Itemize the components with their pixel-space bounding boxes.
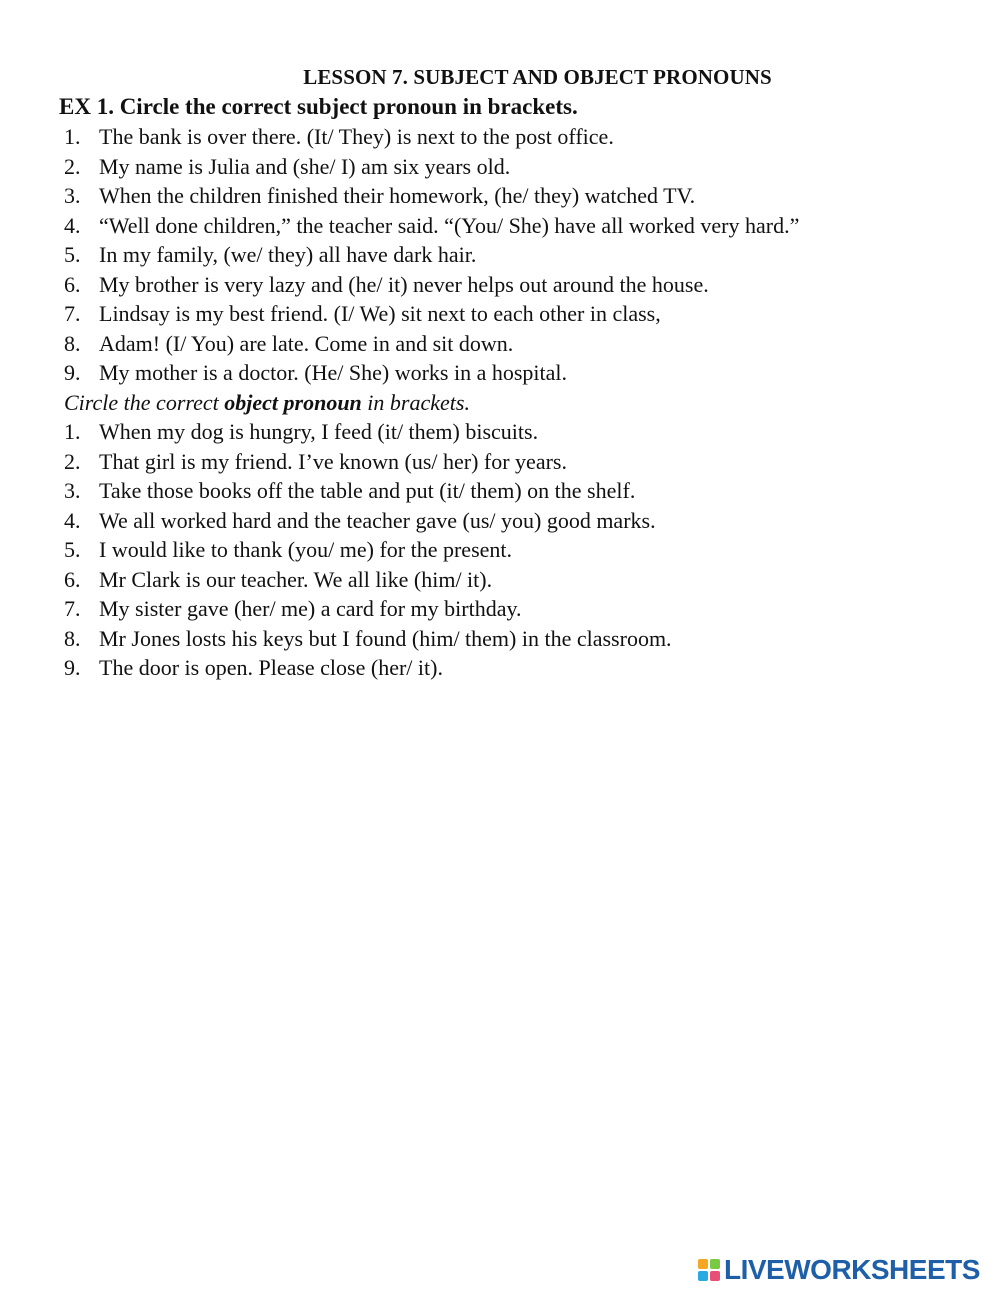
- item-number: 2.: [64, 153, 81, 179]
- item-text: We all worked hard and the teacher gave (us/ you) good marks.: [99, 507, 656, 533]
- object-pronoun-instruction: [64, 388, 470, 418]
- item-text: Lindsay is my best friend. (I/ We) sit next to each other in class,: [99, 301, 661, 326]
- item-number: 6.: [64, 566, 81, 592]
- item-number: 8.: [64, 625, 81, 651]
- logo-square-icon: [698, 1259, 708, 1269]
- instruction-prefix: Circle the correct: [64, 390, 225, 415]
- item-text: I would like to thank (you/ me) for the present.: [99, 537, 513, 562]
- item-text: Adam! (I/ You) are late. Come in and sit down.: [99, 330, 514, 356]
- liveworksheets-logo[interactable]: [698, 1255, 980, 1285]
- item-text: Mr Jones losts his keys but I found (him/ them) in the classroom.: [99, 625, 672, 651]
- item-text: My sister gave (her/ me) a card for my birthday.: [99, 596, 522, 621]
- item-number: 2.: [64, 448, 81, 474]
- item-text: My mother is a doctor. (He/ She) works in a hospital.: [99, 360, 568, 385]
- item-number: 9.: [64, 655, 81, 680]
- item-number: 4.: [64, 507, 81, 533]
- item-number: 5.: [64, 537, 81, 562]
- item-number: 1.: [64, 419, 81, 444]
- item-number: 9.: [64, 360, 81, 385]
- page-title: LESSON 7. SUBJECT AND OBJECT PRONOUNS: [303, 65, 772, 89]
- item-number: 7.: [64, 596, 81, 621]
- item-number: 1.: [64, 124, 81, 149]
- item-text: In my family, (we/ they) all have dark hair.: [99, 242, 477, 267]
- item-number: 3.: [64, 183, 81, 208]
- item-number: 8.: [64, 330, 81, 356]
- item-number: 5.: [64, 242, 81, 267]
- item-number: 7.: [64, 301, 81, 326]
- item-number: 6.: [64, 271, 81, 297]
- item-number: 4.: [64, 212, 81, 238]
- instruction-bold: object pronoun: [224, 390, 362, 415]
- item-text: The bank is over there. (It/ They) is next to the post office.: [99, 124, 614, 149]
- item-text: My name is Julia and (she/ I) am six years old.: [99, 153, 511, 179]
- item-text: That girl is my friend. I’ve known (us/ her) for years.: [99, 448, 567, 474]
- item-text: Mr Clark is our teacher. We all like (him/ it).: [99, 566, 493, 592]
- logo-square-icon: [710, 1259, 720, 1269]
- liveworksheets-logo-icon: [698, 1259, 720, 1281]
- logo-square-icon: [698, 1271, 708, 1281]
- exercise-1-heading: EX 1. Circle the correct subject pronoun in brackets.: [59, 94, 578, 119]
- item-number: 3.: [64, 478, 81, 503]
- item-text: The door is open. Please close (her/ it).: [99, 655, 443, 680]
- item-text: Take those books off the table and put (it/ them) on the shelf.: [99, 478, 636, 503]
- item-text: When the children finished their homework, (he/ they) watched TV.: [99, 183, 696, 208]
- instruction-suffix: in brackets.: [361, 390, 470, 415]
- logo-square-icon: [710, 1271, 720, 1281]
- logo-text: LIVEWORKSHEETS: [724, 1254, 980, 1285]
- item-text: My brother is very lazy and (he/ it) never helps out around the house.: [99, 271, 709, 297]
- item-text: When my dog is hungry, I feed (it/ them) biscuits.: [99, 419, 539, 444]
- item-text: “Well done children,” the teacher said. “(You/ She) have all worked very hard.”: [99, 212, 800, 238]
